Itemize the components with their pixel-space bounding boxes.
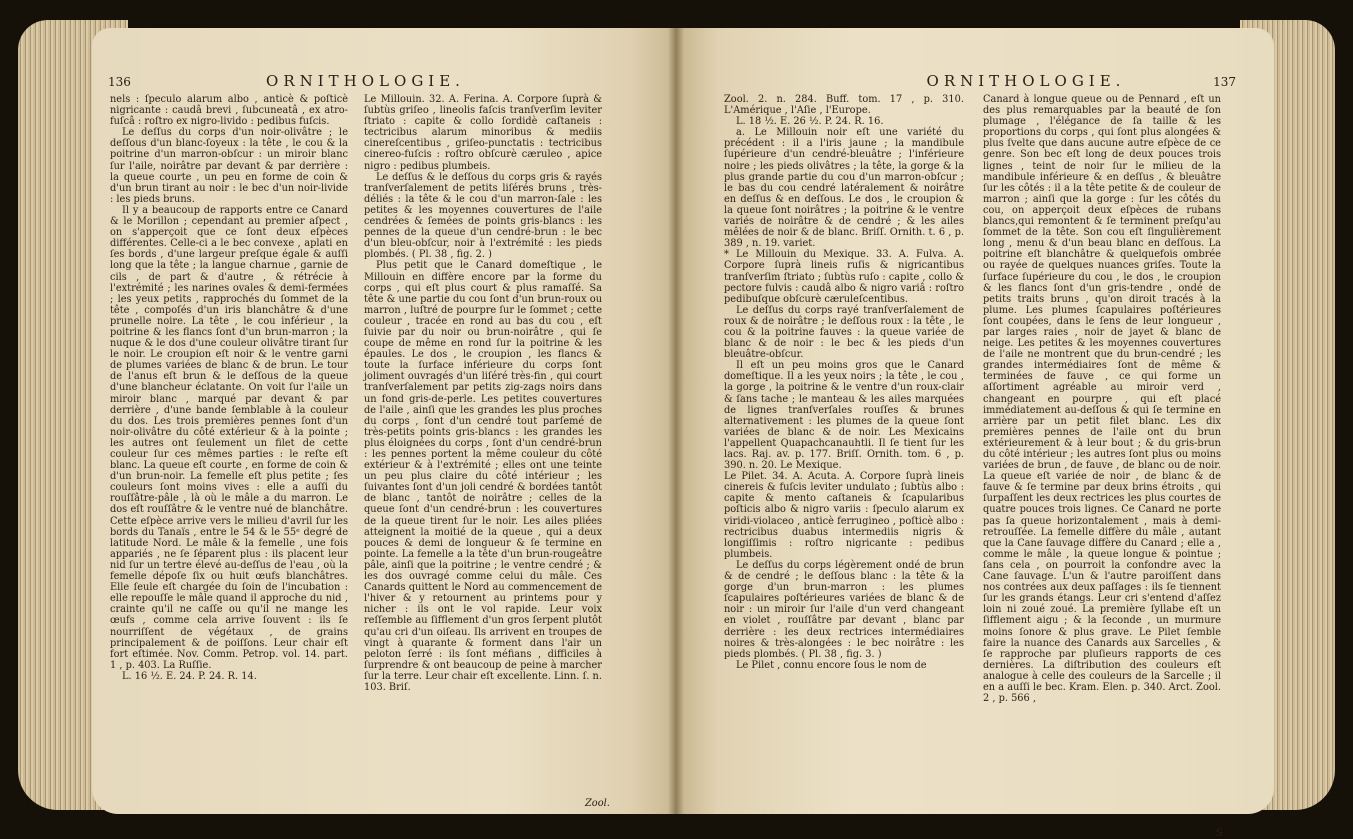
measurements-line: L. 16 ½. E. 24. P. 24. R. 14. <box>122 670 257 682</box>
paragraph: Le deſſus du corps d'un noir-olivâtre ; le deſſous d'un blanc-ſoyeux : la tête , le cou & la poitrine d'un marron-obſcur : un miroir blanc ſur l'aile, noirâtre par devant & par derrière : la queue courte , un peu en forme de coin & d'un brun tirant au noir : le bec d'un noir-livide : les pieds bruns. <box>110 127 348 205</box>
right-page <box>676 28 1274 839</box>
right-signature-mark: S <box>1216 828 1223 839</box>
paragraph: Le deſſus du corps rayé tranſverſalement de roux & de noirâtre ; le deſſous roux : la tête , le cou & la poitrine fauves : la queue variée de blanc & de noir : le bec & les pieds d'un bleuâtre-obſcur. <box>724 304 964 361</box>
paragraph: Le Pilet , connu encore ſous le nom de <box>736 659 927 671</box>
right-running-header <box>816 72 1236 94</box>
paragraph: Plus petit que le Canard domeſtique , le Millouin en diffère encore par la forme du corps , qui eſt plus court & plus ramaſſé. Sa tête & une partie du cou ſont d'un brun-roux ou marron , luſtré de pourpre ſur le ſommet ; cette couleur , tracée en rond au bas du cou , eſt ſuivie par du noir ou brun-noirâtre , qui ſe coupe de même en rond ſur la poitrine & les épaules. Le dos , le croupion , les flancs & toute la ſurface inférieure du corps ſont joliment ouvragés d'un liſéré très-fin , qui court tranſverſalement par petits zig-zags noirs dans un fond gris-de-perle. Les petites couvertures de l'aile , ainſi que les grandes les plus proches du corps , ſont d'un cendré tout parſemé de très-petits points gris-blancs : les grandes les plus éloignées du corps , ſont d'un cendré-brun : les pennes portent la même couleur du côté extérieur & à l'extrémité ; elles ont une teinte un peu plus claire du côté intérieur ; les ſuivantes ſont d'un joli cendré & bordées tantôt de blanc , tantôt de noirâtre ; celles de la queue ſont d'un cendré-brun : les couvertures de la queue tirent ſur le noir. Les ailes pliées atteignent la moitié de la queue , qui a deux pouces & demi de longueur & ſe termine en pointe. La femelle a la tête d'un brun-rougeâtre pâle, ainſi que la poitrine ; le ventre cendré ; & les dos ouvragé comme celui du mâle. Ces Canards quittent le Nord au commencement de l'hiver & y retournent au printems pour y nicher : ils ont le vol rapide. Leur voix reſſemble au ſifflement d'un gros ſerpent plutôt qu'au cri d'un oiſeau. Ils arrivent en troupes de vingt à quarante & forment dans l'air un peloton ſerré : ils ſont méfians , difficiles à ſurprendre & ont beaucoup de peine à marcher ſur la terre. Leur chair eſt excellente. Linn. ſ. n. 103. Briſ. <box>364 260 602 693</box>
left-column-2 <box>364 94 602 693</box>
species-entry-heading: * Le Millouin du Mexique. 33. A. Fulva. A. Corpore ſuprà lineis ruſis & nigricantibus tranſverſim ſtriato ; ſubtùs ruſo : capite , collo & pectore fulvis : caudâ albo & nigro variâ : roſtro pedibuſque obſcurè cæruleſcentibus. <box>724 249 964 305</box>
paragraph: Zool. 2. n. 284. Buff. tom. 17 , p. 310. L'Amérique , l'Aſie , l'Europe. <box>724 94 964 117</box>
left-running-header <box>108 72 623 94</box>
paragraph: Il eſt un peu moins gros que le Canard domeſtique. Il a les yeux noirs ; la tête , le cou , la gorge , la poitrine & le ventre d'un roux-clair & ſans tache ; le manteau & les ailes marquées de lignes tranſverſales rouſſes & brunes alternativement : les plumes de la queue ſont variées de blanc & de noir. Les Mexicains l'appellent Quapachcanauhtli. Il ſe tient ſur les lacs. Raj. av. p. 177. Briſſ. Ornith. tom. 6 , p. 390. n. 20. Le Mexique. <box>724 360 964 472</box>
right-column-2 <box>983 94 1221 704</box>
left-page <box>92 28 677 814</box>
right-column-1 <box>724 94 964 671</box>
species-entry-heading: Le Millouin. 32. A. Ferina. A. Corpore ſuprà & ſubtùs griſeo , lineolis faſcis tranſverſim leviter ſtriato : capite & collo ſordidè caſtaneis : tectricibus alarum minoribus & mediis cinereſcentibus , griſeo-punctatis : tectricibus cinereo-fuſcis : roſtro obſcurè cæruleo , apice nigro : pedibus plumbeis. <box>364 94 602 172</box>
paragraph: Le deſſus & le deſſous du corps gris & rayés tranſverſalement de petits liſérés bruns , très-déliés : la tête & le cou d'un marron-ſale : les petites & les moyennes couvertures de l'aile cendrées & ſemées de points gris-blancs : les pennes de la queue d'un cendré-brun : le bec d'un bleu-obſcur, noir à l'extrémité : les pieds plombés. ( Pl. 38 , fig. 2. ) <box>364 171 602 261</box>
left-running-head-title: ORNITHOLOGIE. <box>266 72 465 90</box>
left-column-1 <box>110 94 348 682</box>
paragraph: Le deſſus du corps légèrement ondé de brun & de cendré ; le deſſous blanc : la tête & la gorge d'un brun-marron : les plumes ſcapulaires poſtérieures variées de blanc & de noir : un miroir ſur l'aile d'un verd changeant en violet , rouſſâtre par devant , blanc par derrière : les deux rectrices intermédiaires noires & très-alongées : le bec noirâtre : les pieds plombés. ( Pl. 38 , fig. 3. ) <box>724 559 964 660</box>
measurements-line: L. 18 ½. E. 26 ½. P. 24. R. 16. <box>736 116 884 128</box>
species-entry-heading: Le Pilet. 34. A. Acuta. A. Corpore ſuprà lineis cinereis & fuſcis leviter undulato ; ſubtùs albo : capite & mento caſtaneis & ſcapularibus poſticis albo & nigro variis : ſpeculo alarum ex viridi-violaceo , anticè ferrugineo , poſticè albo : rectricibus duabus intermediis nigris & longiſſimis : roſtro nigricante : pedibus plumbeis. <box>724 471 964 560</box>
right-running-head-title: ORNITHOLOGIE. <box>926 72 1126 90</box>
right-page-number: 137 <box>1213 75 1236 89</box>
left-page-number: 136 <box>108 75 131 89</box>
paragraph: a. Le Millouin noir eſt une variété du précédent : il a l'iris jaune ; la mandibule ſupérieure d'un cendré-bleuâtre ; l'inférieure noire ; les pieds olivâtres ; la tête, la gorge & la plus grande partie du cou d'un marron-obſcur ; le bas du cou cendré latéralement & noirâtre en deſſus & en deſſous. Le dos , le croupion & la queue ſont noirâtres ; la poitrine & le ventre variés de noirâtre & de cendré ; & les ailes mêlées de noir & de blanc. Briſſ. Ornith. t. 6 , p. 389 , n. 19. variet. <box>724 127 964 250</box>
paragraph: Canard à longue queue ou de Pennard , eſt un des plus remarquables par la beauté de ſon plumage , l'élégance de ſa taille & les proportions du corps , qui ſont plus alongées & plus ſvelte que dans aucune autre eſpèce de ce genre. Son bec eſt long de deux pouces trois lignes , teint de noir ſur le milieu de la mandibule inférieure & en deſſus , & bleuâtre ſur les côtés : il a la tête petite & de couleur de marron ; ainſi que la gorge : ſur les côtés du cou, on apperçoit deux eſpèces de rubans blancs,qui remontent & ſe terminent preſqu'au ſommet de la tête. Son cou eſt ſingulièrement long , menu & d'un beau blanc en deſſous. La poitrine eſt blanchâtre & quelquefois ombrée ou rayée de quelques nuances griſes. Toute la ſurface ſupérieure du cou , le dos , le croupion & les flancs ſont d'un gris-tendre , ondé de petits traits bruns , qu'on diroit tracés à la plume. Les plumes ſcapulaires poſtérieures ſont coupées, dans le ſens de leur longueur , par larges raies , noir de jayet & blanc de neige. Les petites & les moyennes couvertures de l'aile ne montrent que du brun-cendré ; les grandes intermédiaires ſont de même & terminées de fauve , ce qui forme un aſſortiment agréable au miroir verd , changeant en pourpre , qui eſt placé immédiatement au-deſſous & qui ſe termine en arrière par un petit filet blanc. Les dix premières pennes de l'aile ont du brun extérieurement & à leur bout ; & du gris-brun du côté intérieur ; les autres ſont plus ou moins variées de brun , de fauve , de blanc ou de noir. La queue eſt variée de noir , de blanc & de fauve & ſe termine par deux brins étroits , qui ſurpaſſent les deux rectrices les plus courtes de quatre pouces trois lignes. Ce Canard ne porte pas ſa queue horizontalement , mais à demi-retrouſſée. La femelle diffère du mâle , autant que la Cane ſauvage diffère du Canard ; elle a , comme le mâle , la queue longue & pointue ; ſans cela , on pourroit la confondre avec la Cane ſauvage. L'un & l'autre paroiſſent dans nos contrées aux deux paſſages : ils ſe tiennent ſur les grands étangs. Leur cri s'entend d'aſſez loin ni zoué zoué. La première ſyllabe eſt un ſifflement aigu ; & la ſeconde , un murmure moins ſonore & plus grave. Le Pilet ſemble faire la nuance des Canards aux Sarcelles , & ſe rapproche par pluſieurs rapports de ces dernières. La diſtribution des couleurs eſt analogue à celle des couleurs de la Sarcelle ; il en a auſſi le bec. Kram. Elen. p. 340. Arct. Zool. 2 , p. 566 , <box>983 94 1221 705</box>
left-catchword: Zool. <box>585 798 610 809</box>
paragraph: Il y a beaucoup de rapports entre ce Canard & le Morillon ; cependant au premier aſpect , on s'apperçoit que ce ſont deux eſpèces différentes. Celle-ci a le bec convexe , aplati en ſes bords , d'une largeur preſque égale & auſſi long que la tête ; la langue charnue , garnie de cils , de part & d'autre , & rétrécie à l'extrémité ; les narines ovales & demi-fermées ; les yeux petits , rapprochés du ſommet de la tête , compoſés d'un iris blanchâtre & d'une prunelle noire. La tête , le cou inférieur , la poitrine & les flancs ſont d'un brun-marron ; la nuque & le dos d'une couleur olivâtre tirant ſur le noir. Le croupion eſt noir & le ventre garni de plumes variées de blanc & de brun. Le tour de l'anus eſt brun & le deſſous de la queue d'une blancheur éclatante. On voit ſur l'aile un miroir blanc , marqué par devant & par derrière , d'une bande ſemblable à la couleur du dos. Les trois premières pennes ſont d'un noir-olivâtre du côté extérieur & à la pointe ; les autres ont ſeulement un filet de cette couleur ſur ces mêmes parties : le reſte eſt blanc. La queue eſt courte , en forme de coin & d'un brun-noir. La femelle eſt plus petite ; ſes couleurs ſont moins vives : elle a auſſi du rouſſâtre-pâle , là où le mâle a du marron. Le dos eſt rouſſâtre & le ventre nué de blanchâtre. Cette eſpèce arrive vers le milieu d'avril ſur les bords du Tanaïs , entre le 54 & le 55ᵉ degré de latitude Nord. Le mâle & la femelle , une fois appariés , ne ſe ſéparent plus : ils placent leur nid ſur un tertre élevé au-deſſus de l'eau , où la femelle dépoſe ſix ou huit œufs blanchâtres. Elle ſeule eſt chargée du ſoin de l'incubation : elle repouſſe le mâle quand il approche du nid , crainte qu'il ne caſſe ou qu'il ne mange les œufs , comme cela arrive ſouvent : ils ſe nourriſſent de végétaux , de grains principalement & de poiſſons. Leur chair eſt fort eſtimée. Nov. Comm. Petrop. vol. 14. part. 1 , p. 403. La Ruſſie. <box>110 204 348 671</box>
paragraph: nels : ſpeculo alarum albo , anticè & poſticè nigricante : caudâ brevi , ſubcuneatâ , ex atro-fuſcâ : roſtro ex nigro-livido : pedibus fuſcis. <box>110 94 348 128</box>
book-gutter <box>668 28 684 814</box>
